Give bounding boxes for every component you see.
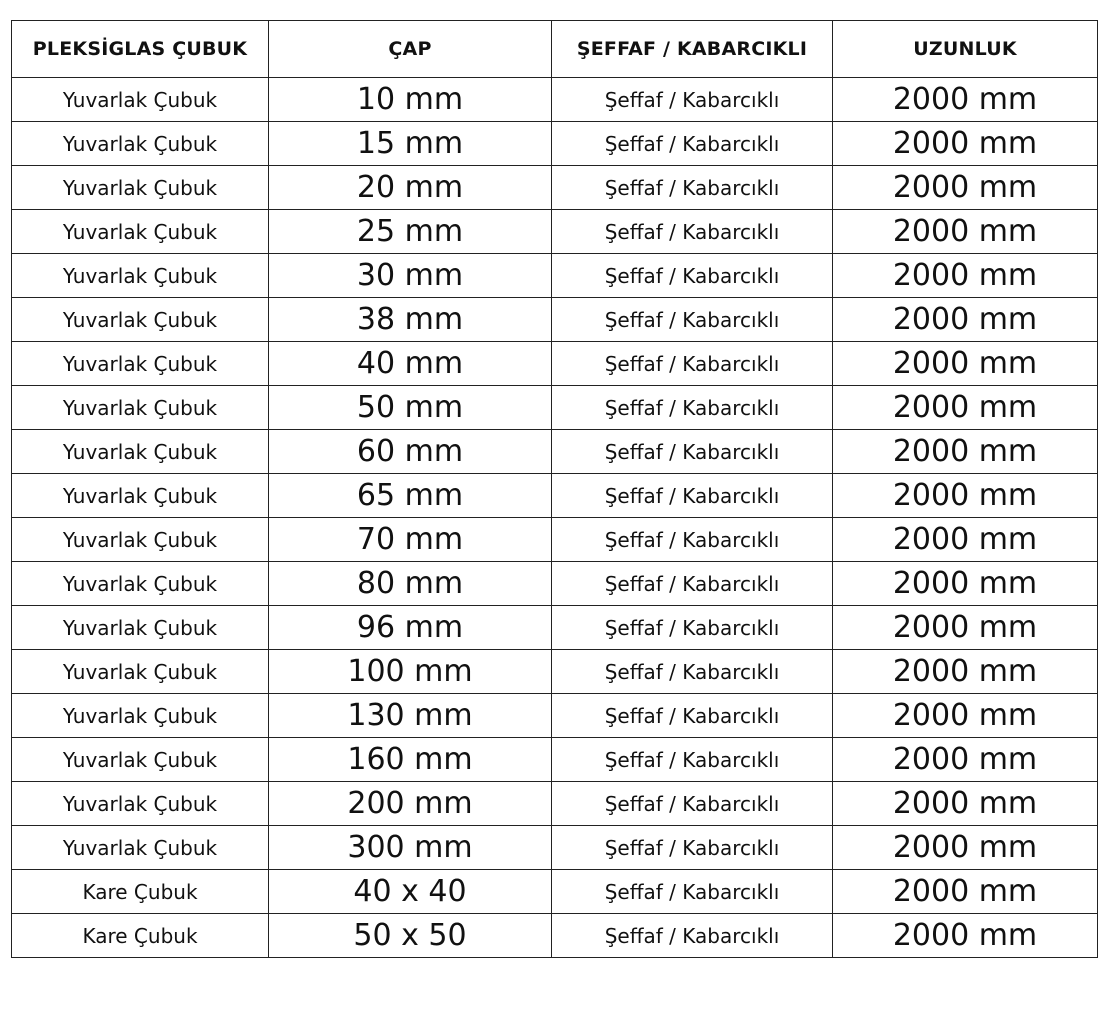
table-row	[12, 738, 1098, 782]
table-row	[12, 782, 1098, 826]
cell-diameter: 50 x 50	[269, 914, 552, 958]
table-row	[12, 122, 1098, 166]
table-row	[12, 78, 1098, 122]
cell-product-type: Yuvarlak Çubuk	[12, 826, 269, 870]
cell-finish: Şeffaf / Kabarcıklı	[552, 738, 833, 782]
cell-diameter: 60 mm	[269, 430, 552, 474]
cell-diameter: 20 mm	[269, 166, 552, 210]
cell-finish: Şeffaf / Kabarcıklı	[552, 826, 833, 870]
cell-length: 2000 mm	[833, 166, 1098, 210]
cell-product-type: Yuvarlak Çubuk	[12, 210, 269, 254]
cell-product-type: Yuvarlak Çubuk	[12, 298, 269, 342]
cell-product-type: Yuvarlak Çubuk	[12, 738, 269, 782]
cell-finish: Şeffaf / Kabarcıklı	[552, 782, 833, 826]
table-row	[12, 650, 1098, 694]
cell-product-type: Yuvarlak Çubuk	[12, 606, 269, 650]
header-diameter: ÇAP	[269, 21, 552, 78]
table-row	[12, 914, 1098, 958]
cell-finish: Şeffaf / Kabarcıklı	[552, 342, 833, 386]
table-row	[12, 518, 1098, 562]
cell-length: 2000 mm	[833, 122, 1098, 166]
cell-diameter: 300 mm	[269, 826, 552, 870]
cell-finish: Şeffaf / Kabarcıklı	[552, 606, 833, 650]
cell-length: 2000 mm	[833, 606, 1098, 650]
cell-product-type: Yuvarlak Çubuk	[12, 518, 269, 562]
table-row	[12, 474, 1098, 518]
cell-product-type: Yuvarlak Çubuk	[12, 342, 269, 386]
cell-product-type: Yuvarlak Çubuk	[12, 122, 269, 166]
table-row	[12, 166, 1098, 210]
cell-length: 2000 mm	[833, 826, 1098, 870]
cell-finish: Şeffaf / Kabarcıklı	[552, 78, 833, 122]
cell-finish: Şeffaf / Kabarcıklı	[552, 386, 833, 430]
cell-diameter: 96 mm	[269, 606, 552, 650]
cell-diameter: 50 mm	[269, 386, 552, 430]
cell-length: 2000 mm	[833, 782, 1098, 826]
table-row	[12, 694, 1098, 738]
cell-finish: Şeffaf / Kabarcıklı	[552, 122, 833, 166]
cell-product-type: Yuvarlak Çubuk	[12, 78, 269, 122]
cell-finish: Şeffaf / Kabarcıklı	[552, 694, 833, 738]
cell-finish: Şeffaf / Kabarcıklı	[552, 474, 833, 518]
cell-diameter: 65 mm	[269, 474, 552, 518]
cell-length: 2000 mm	[833, 386, 1098, 430]
table-row	[12, 606, 1098, 650]
cell-length: 2000 mm	[833, 650, 1098, 694]
table-body	[12, 78, 1098, 958]
cell-diameter: 130 mm	[269, 694, 552, 738]
cell-diameter: 30 mm	[269, 254, 552, 298]
cell-length: 2000 mm	[833, 474, 1098, 518]
table-row	[12, 386, 1098, 430]
cell-product-type: Yuvarlak Çubuk	[12, 386, 269, 430]
cell-finish: Şeffaf / Kabarcıklı	[552, 562, 833, 606]
header-length: UZUNLUK	[833, 21, 1098, 78]
table-row	[12, 562, 1098, 606]
cell-product-type: Yuvarlak Çubuk	[12, 562, 269, 606]
cell-product-type: Yuvarlak Çubuk	[12, 430, 269, 474]
table-row	[12, 870, 1098, 914]
cell-product-type: Yuvarlak Çubuk	[12, 782, 269, 826]
cell-length: 2000 mm	[833, 298, 1098, 342]
cell-product-type: Yuvarlak Çubuk	[12, 254, 269, 298]
plexiglass-rod-table	[11, 20, 1098, 958]
cell-finish: Şeffaf / Kabarcıklı	[552, 518, 833, 562]
cell-length: 2000 mm	[833, 254, 1098, 298]
header-row	[12, 21, 1098, 78]
product-table-container	[11, 20, 1097, 958]
cell-finish: Şeffaf / Kabarcıklı	[552, 254, 833, 298]
cell-length: 2000 mm	[833, 914, 1098, 958]
cell-length: 2000 mm	[833, 694, 1098, 738]
cell-finish: Şeffaf / Kabarcıklı	[552, 298, 833, 342]
cell-diameter: 40 mm	[269, 342, 552, 386]
cell-diameter: 160 mm	[269, 738, 552, 782]
cell-diameter: 80 mm	[269, 562, 552, 606]
header-finish: ŞEFFAF / KABARCIKLI	[552, 21, 833, 78]
cell-length: 2000 mm	[833, 870, 1098, 914]
table-row	[12, 210, 1098, 254]
table-row	[12, 254, 1098, 298]
cell-length: 2000 mm	[833, 78, 1098, 122]
table-row	[12, 430, 1098, 474]
cell-finish: Şeffaf / Kabarcıklı	[552, 210, 833, 254]
table-row	[12, 298, 1098, 342]
cell-diameter: 100 mm	[269, 650, 552, 694]
cell-product-type: Yuvarlak Çubuk	[12, 474, 269, 518]
table-header	[12, 21, 1098, 78]
cell-product-type: Yuvarlak Çubuk	[12, 650, 269, 694]
table-row	[12, 342, 1098, 386]
cell-diameter: 70 mm	[269, 518, 552, 562]
cell-diameter: 200 mm	[269, 782, 552, 826]
cell-product-type: Yuvarlak Çubuk	[12, 694, 269, 738]
header-product: PLEKSİGLAS ÇUBUK	[12, 21, 269, 78]
cell-diameter: 15 mm	[269, 122, 552, 166]
cell-finish: Şeffaf / Kabarcıklı	[552, 650, 833, 694]
cell-finish: Şeffaf / Kabarcıklı	[552, 914, 833, 958]
cell-diameter: 10 mm	[269, 78, 552, 122]
cell-length: 2000 mm	[833, 342, 1098, 386]
cell-product-type: Kare Çubuk	[12, 914, 269, 958]
cell-length: 2000 mm	[833, 210, 1098, 254]
cell-length: 2000 mm	[833, 562, 1098, 606]
cell-finish: Şeffaf / Kabarcıklı	[552, 430, 833, 474]
cell-finish: Şeffaf / Kabarcıklı	[552, 870, 833, 914]
cell-length: 2000 mm	[833, 518, 1098, 562]
cell-length: 2000 mm	[833, 430, 1098, 474]
cell-diameter: 25 mm	[269, 210, 552, 254]
cell-product-type: Yuvarlak Çubuk	[12, 166, 269, 210]
cell-length: 2000 mm	[833, 738, 1098, 782]
table-row	[12, 826, 1098, 870]
cell-diameter: 40 x 40	[269, 870, 552, 914]
cell-diameter: 38 mm	[269, 298, 552, 342]
cell-finish: Şeffaf / Kabarcıklı	[552, 166, 833, 210]
cell-product-type: Kare Çubuk	[12, 870, 269, 914]
